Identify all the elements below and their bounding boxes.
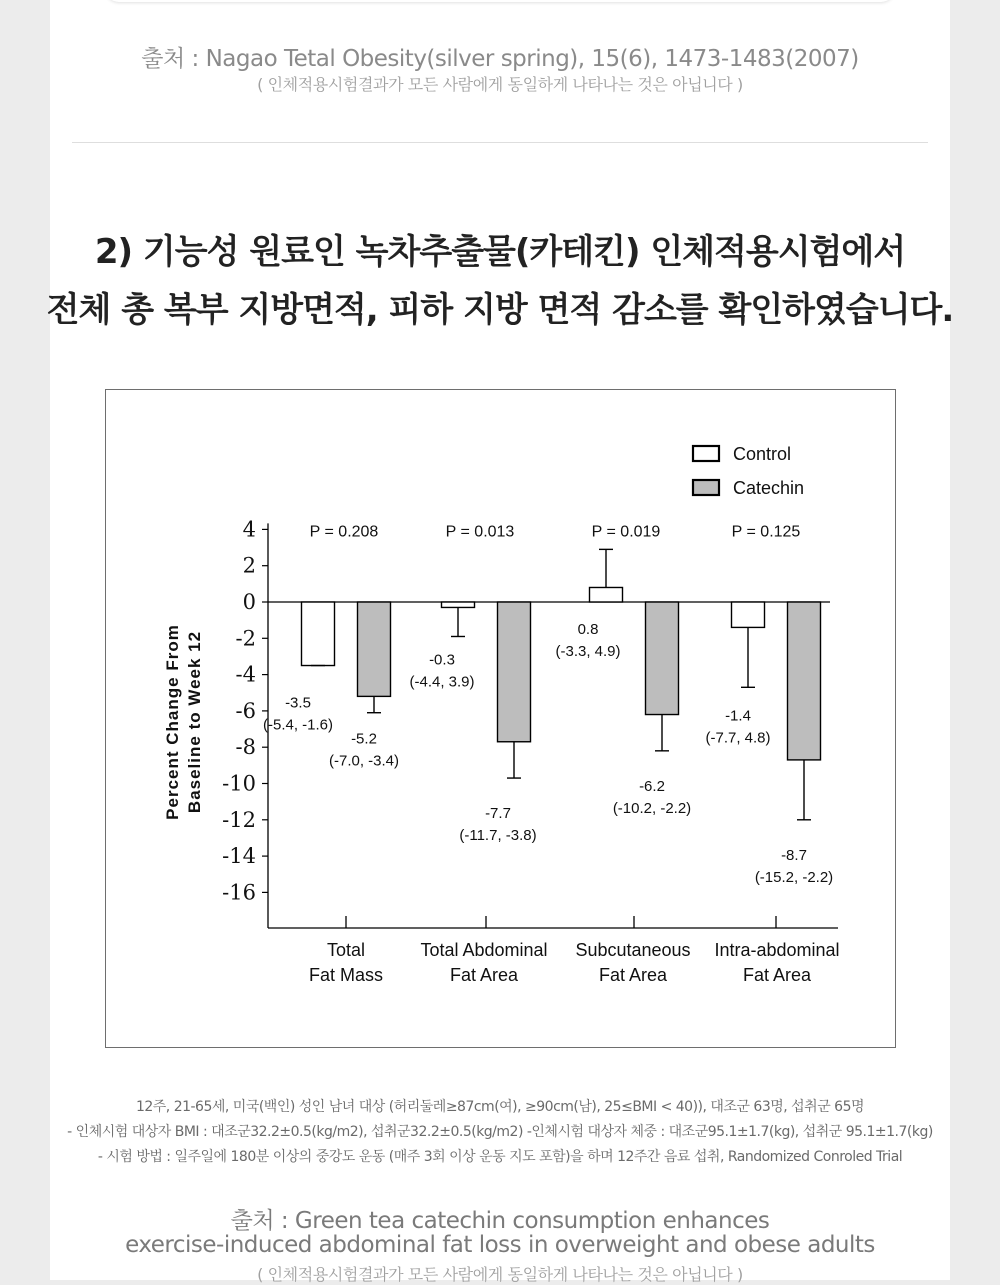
y-tick-label: -6 — [235, 698, 256, 723]
ci-label: (-5.4, -1.6) — [262, 716, 334, 734]
x-category-label: Fat Mass — [308, 965, 384, 985]
bar-chart — [106, 390, 895, 1047]
ci-label: (-11.7, -3.8) — [459, 827, 537, 845]
bar-catechin — [646, 602, 679, 715]
x-category-label: Fat Area — [598, 965, 668, 985]
y-tick-label: 0 — [242, 590, 256, 614]
y-tick-label: 2 — [242, 553, 256, 578]
bar-control — [442, 602, 475, 607]
ci-label: (-10.2, -2.2) — [612, 799, 692, 817]
top-card-edge — [105, 0, 895, 2]
bar-catechin — [498, 602, 531, 742]
y-tick-label: -4 — [235, 662, 256, 687]
value-label: -1.4 — [725, 707, 751, 725]
bar-control — [302, 602, 335, 666]
y-tick-label: -14 — [222, 844, 256, 869]
legend-swatch — [693, 480, 719, 495]
legend-label: Control — [733, 444, 792, 464]
source-citation-top: 출처 : Nagao Tetal Obesity(silver spring), 15(6), 1473-1483(2007) — [141, 46, 859, 72]
ci-label: (-4.4, 3.9) — [409, 673, 475, 691]
bar-catechin — [358, 602, 391, 696]
footnote-line-3: - 시험 방법 : 일주일에 180분 이상의 중강도 운동 (매주 3회 이상 운동 지도 포함)을 하며 12주간 음료 섭취, Randomized Conroled Trial — [97, 1149, 903, 1165]
value-label: -0.3 — [429, 651, 455, 669]
y-tick-label: -16 — [222, 880, 256, 905]
disclaimer-top: ( 인체적용시험결과가 모든 사람에게 동일하게 나타나는 것은 아닙니다 ) — [257, 75, 743, 94]
bar-catechin — [788, 602, 821, 760]
ci-label: (-3.3, 4.9) — [555, 643, 621, 660]
y-tick-label: -2 — [235, 626, 256, 651]
chart-panel — [105, 389, 896, 1048]
x-category-label: Intra-abdominal — [714, 940, 840, 960]
x-category-label: Fat Area — [742, 965, 812, 985]
y-tick-label: -8 — [235, 735, 256, 760]
y-axis-title-line2: Baseline to Week 12 — [185, 630, 204, 814]
p-value-label: P = 0.019 — [591, 523, 661, 541]
section-heading-line1: 2) 기능성 원료인 녹차추출물(카테킨) 인체적용시험에서 — [94, 232, 906, 272]
source-citation-bottom-line1: 출처 : Green tea catechin consumption enhances — [230, 1208, 770, 1234]
x-category-label: Subcutaneous — [575, 940, 691, 960]
disclaimer-bottom: ( 인체적용시험결과가 모든 사람에게 동일하게 나타나는 것은 아닙니다 ) — [257, 1265, 743, 1284]
ci-label: (-7.7, 4.8) — [705, 729, 771, 747]
section-divider — [72, 142, 928, 143]
value-label: -6.2 — [639, 777, 665, 795]
ci-label: (-7.0, -3.4) — [328, 752, 400, 770]
section-heading-line2: 전체 총 복부 지방면적, 피하 지방 면적 감소를 확인하였습니다. — [46, 290, 954, 330]
legend-swatch — [693, 446, 719, 461]
p-value-label: P = 0.208 — [309, 523, 379, 541]
value-label: -8.7 — [781, 846, 807, 864]
bar-control — [590, 587, 623, 602]
value-label: -7.7 — [485, 805, 511, 823]
x-category-label: Fat Area — [449, 965, 519, 985]
y-axis-title-line1: Percent Change From — [163, 624, 182, 820]
value-label: 0.8 — [577, 621, 599, 638]
y-tick-label: -12 — [222, 807, 256, 832]
ci-label: (-15.2, -2.2) — [754, 868, 834, 886]
value-label: -5.2 — [351, 730, 377, 748]
legend-label: Catechin — [733, 478, 805, 498]
source-citation-bottom-line2: exercise-induced abdominal fat loss in overweight and obese adults — [125, 1232, 875, 1258]
x-category-label: Total — [326, 940, 366, 960]
p-value-label: P = 0.125 — [731, 523, 801, 541]
x-category-label: Total Abdominal — [420, 940, 548, 960]
value-label: -3.5 — [285, 694, 311, 712]
y-tick-label: 4 — [242, 517, 256, 542]
footnote-line-2: - 인체시험 대상자 BMI : 대조군32.2±0.5(kg/m2), 섭취군32.2±0.5(kg/m2) -인체시험 대상자 체중 : 대조군95.1±1.7(kg), 섭취군 95.1±1.7(kg) — [67, 1124, 933, 1140]
p-value-label: P = 0.013 — [445, 523, 515, 541]
footnote-line-1: 12주, 21-65세, 미국(백인) 성인 남녀 대상 (허리둘레≥87cm(여), ≥90cm(남), 25≤BMI < 40)), 대조군 63명, 섭취군 65명 — [135, 1099, 865, 1115]
y-tick-label: -10 — [222, 771, 256, 796]
bar-control — [732, 602, 765, 627]
